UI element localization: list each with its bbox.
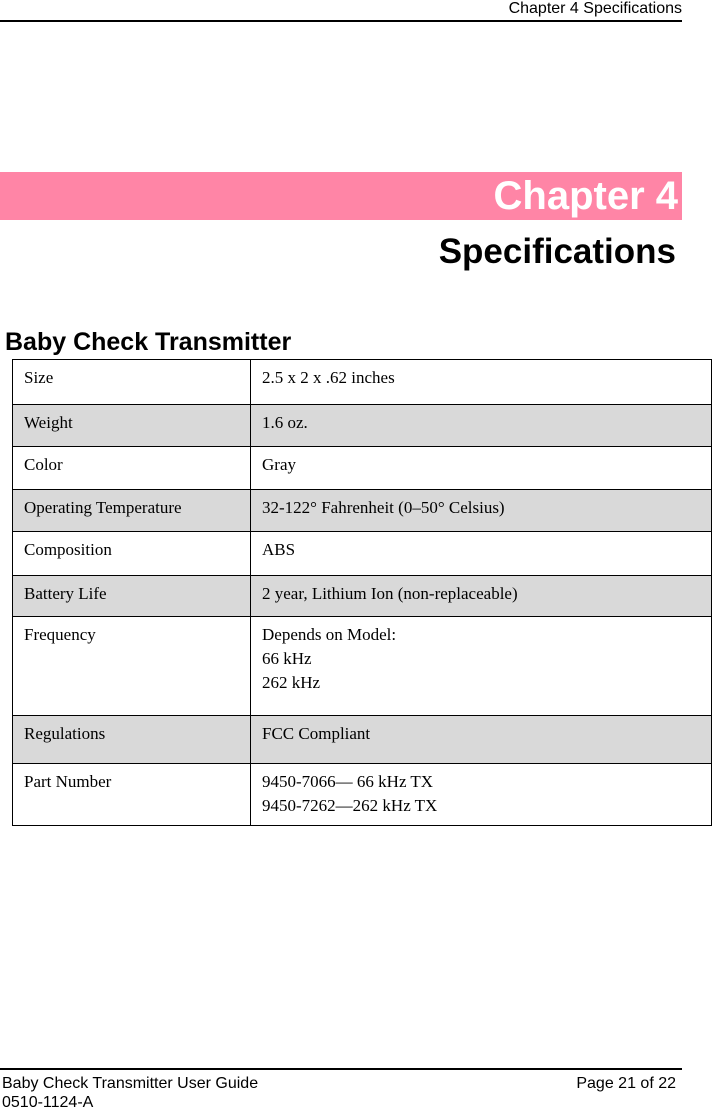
spec-value [251,532,712,576]
guide-title: Baby Check Transmitter User Guide [2,1075,259,1092]
spec-value [251,716,712,764]
spec-value-line: FCC Compliant [262,724,371,743]
table-row [13,716,712,764]
spec-label: Composition [13,532,251,576]
spec-value-line: 1.6 oz. [262,413,308,432]
running-header: Chapter 4 Specifications [508,0,682,17]
page-number: Page 21 of 22 [576,1075,676,1092]
spec-label: Frequency [13,617,251,716]
spec-label: Part Number [13,764,251,826]
spec-label: Regulations [13,716,251,764]
footer-left [2,1074,258,1112]
spec-value-line: 32-122° Fahrenheit (0–50° Celsius) [262,498,505,517]
spec-value-line: 2.5 x 2 x .62 inches [262,368,395,387]
spec-value [251,360,712,405]
spec-value-line: 262 kHz [262,673,321,692]
spec-value [251,447,712,490]
table-row [13,532,712,576]
spec-value [251,490,712,532]
spec-value-line: Gray [262,455,296,474]
spec-label: Operating Temperature [13,490,251,532]
spec-value [251,576,712,617]
table-row [13,576,712,617]
table-row [13,405,712,447]
spec-value-line: 9450-7262—262 kHz TX [262,796,438,815]
table-row [13,764,712,826]
spec-value-line: Depends on Model: [262,625,397,644]
spec-value-line: ABS [262,540,296,559]
header-rule [0,20,682,22]
spec-value-line: 66 kHz [262,649,312,668]
chapter-number: Chapter 4 [493,174,678,218]
section-heading: Baby Check Transmitter [5,328,292,356]
specifications-table [12,359,712,826]
table-row [13,360,712,405]
chapter-title: Specifications [438,232,676,271]
spec-value [251,617,712,716]
spec-value [251,405,712,447]
spec-value-line: 2 year, Lithium Ion (non-replaceable) [262,584,518,603]
spec-value [251,764,712,826]
table-row [13,490,712,532]
spec-label: Color [13,447,251,490]
document-number: 0510-1124-A [2,1094,94,1111]
spec-value-line: 9450-7066— 66 kHz TX [262,772,434,791]
table-row [13,447,712,490]
spec-label: Size [13,360,251,405]
spec-label: Weight [13,405,251,447]
spec-label: Battery Life [13,576,251,617]
table-row [13,617,712,716]
footer-rule [0,1068,682,1070]
